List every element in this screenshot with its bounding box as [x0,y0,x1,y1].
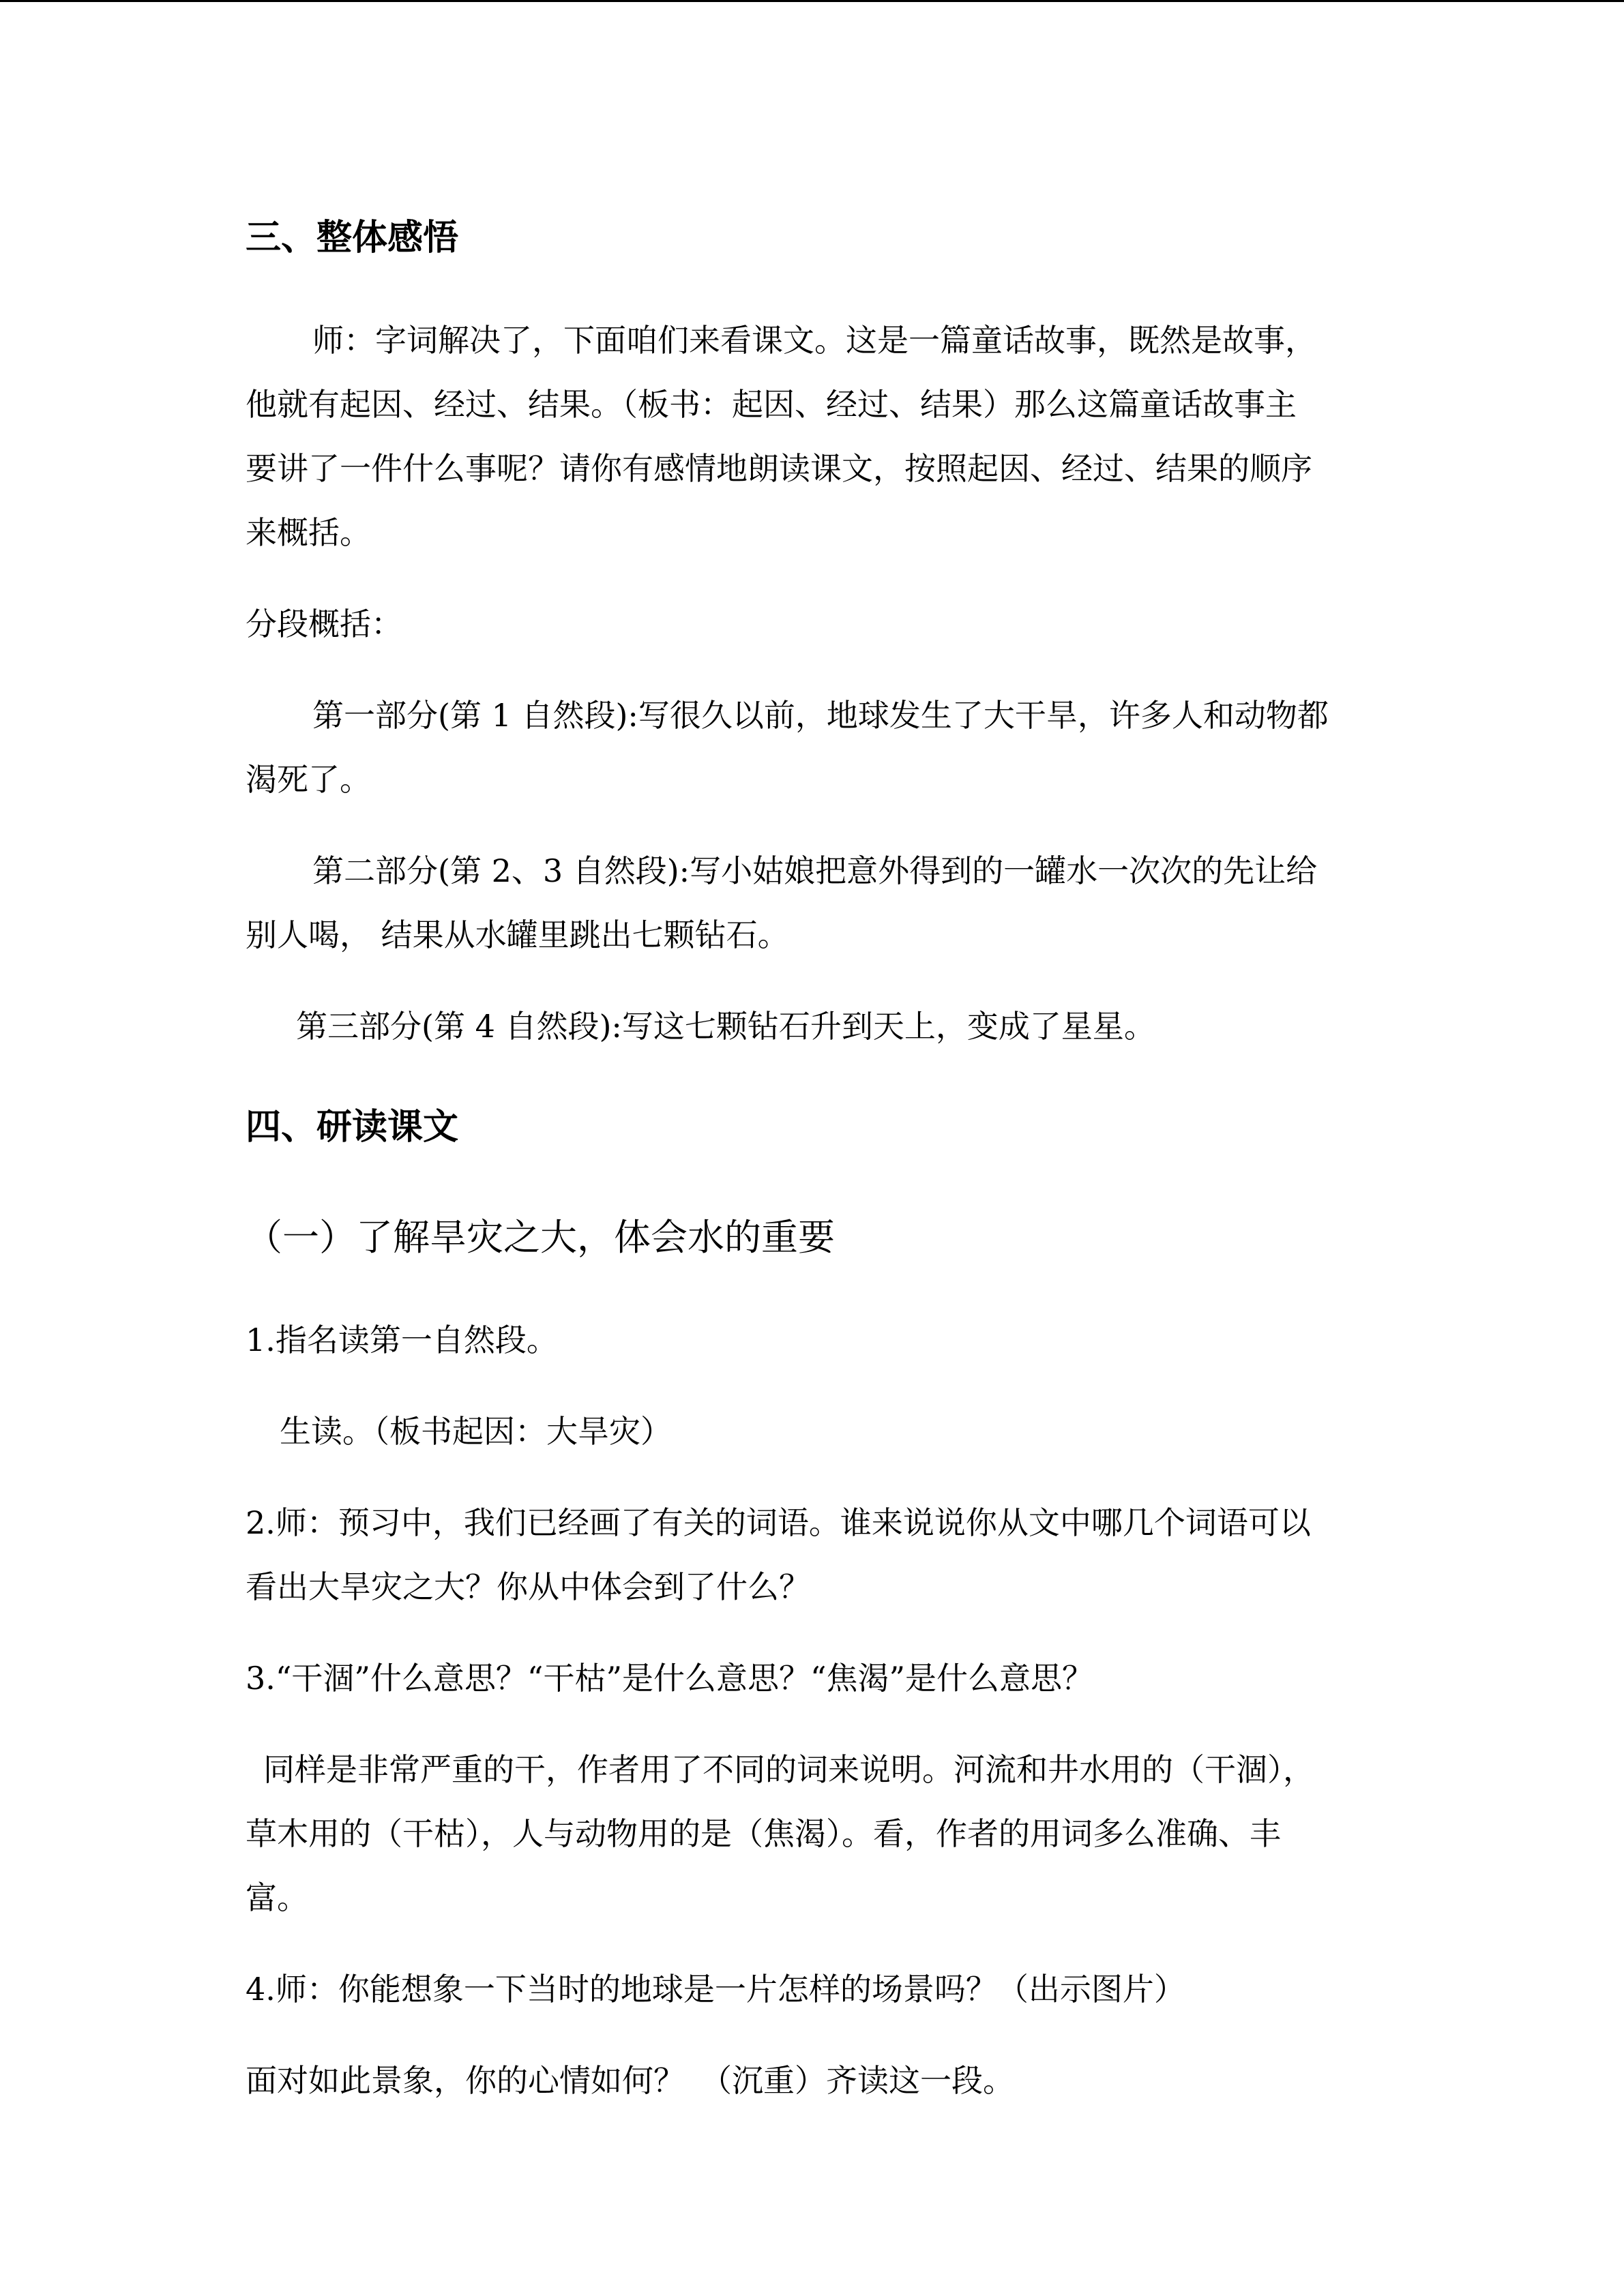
page-top-border [0,0,1624,2]
paragraph-line: 要讲了一件什么事呢？请你有感情地朗读课文，按照起因、经过、结果的顺序 [246,450,1312,487]
list-item: 1.指名读第一自然段。 [246,1322,558,1358]
list-item: 4.师：你能想象一下当时的地球是一片怎样的场景吗？（出示图片） [246,1971,1185,2008]
paragraph-line: 师：字词解决了，下面咱们来看课文。这是一篇童话故事，既然是故事， [312,322,1316,359]
subsection-heading: （一）了解旱灾之大，体会水的重要 [246,1216,835,1259]
part-one-line: 渴死了。 [246,761,371,798]
part-one-line: 第一部分(第 1 自然段):写很久以前，地球发生了大干旱，许多人和动物都 [312,697,1329,734]
list-item: 3.“干涸”什么意思？“干枯”是什么意思？“焦渴”是什么意思？ [246,1660,1093,1697]
paragraph-line: 来概括。 [246,514,371,551]
list-item: 看出大旱灾之大？你从中体会到了什么？ [246,1568,810,1605]
part-two-line: 第二部分(第 2、3 自然段):写小姑娘把意外得到的一罐水一次次的先让给 [312,852,1318,889]
list-item: 2.师：预习中，我们已经画了有关的词语。谁来说说你从文中哪几个词语可以 [246,1504,1311,1541]
explanation-line: 同样是非常严重的干，作者用了不同的词来说明。河流和井水用的（干涸）， [263,1751,1314,1788]
part-two-line: 别人喝， 结果从水罐里跳出七颗钻石。 [246,916,789,953]
list-item-response: 生读。（板书起因：大旱灾） [280,1413,672,1450]
segment-label: 分段概括： [246,606,402,642]
list-item-followup: 面对如此景象，你的心情如何？ （沉重）齐读这一段。 [246,2062,1014,2099]
explanation-line: 富。 [246,1879,308,1916]
section-heading-study: 四、研读课文 [246,1107,459,1148]
section-heading-overall: 三、整体感悟 [246,218,459,258]
explanation-line: 草木用的（干枯），人与动物用的是（焦渴）。看，作者的用词多么准确、丰 [246,1815,1281,1852]
part-three-line: 第三部分(第 4 自然段):写这七颗钻石升到天上，变成了星星。 [296,1008,1155,1045]
paragraph-line: 他就有起因、经过、结果。（板书：起因、经过、结果）那么这篇童话故事主 [246,386,1297,423]
